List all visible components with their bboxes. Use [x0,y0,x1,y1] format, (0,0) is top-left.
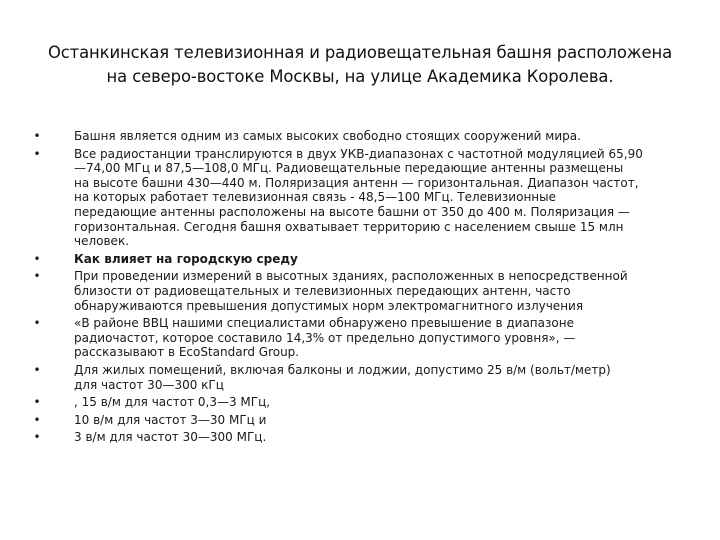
bullet-item-limit-0-3-mhz [33,395,696,410]
bullet-marker: • [33,269,41,284]
bullet-marker: • [33,430,41,445]
bullet-list [33,129,696,448]
bullet-text: Для жилых помещений, включая балконы и лоджии, допустимо 25 в/м (вольт/метр) для частот 30—300 кГц [74,362,611,392]
bullet-item-urban-impact-heading [33,251,696,267]
bullet-marker: • [33,395,41,410]
bullet-text: 3 в/м для частот 30—300 МГц. [74,430,267,445]
bullet-item-limit-3-30-mhz [33,412,696,428]
bullet-text: , 15 в/м для частот 0,3—3 МГц, [74,395,271,410]
bullet-marker: • [33,412,41,427]
bullet-text: 10 в/м для частот 3—30 МГц и [74,412,267,427]
bullet-item-limit-khz [33,362,696,392]
bullet-item-tower-height [33,129,696,144]
bullet-marker: • [33,362,41,377]
slide-title [30,41,690,89]
bullet-item-limit-30-300-mhz [33,430,696,445]
bullet-text: Башня является одним из самых высоких свободно стоящих сооружений мира. [74,129,581,143]
bullet-marker: • [33,316,41,331]
bullet-item-radio-stations [33,146,696,249]
bullet-text: Все радиостанции транслируются в двух УКВ-диапазонах с частотной модуляцией 65,90 —74,00 МГц и 87,5—108,0 МГц. Радиовещательные передающие антенны размещены на высоте башни 430—440 м. Поляризация антенн — горизонтальная. Диапазон частот, на которых работает телевизионная связь - 48,5—100 МГц. Телевизионные передающие антенны расположены на высоте башни от 350 до 400 м. Поляризация — горизонтальная. Сегодня башня охватывает территорию с населением свыше 15 млн человек. [74,146,643,249]
bullet-item-measurements [33,269,696,313]
bullet-marker: • [33,146,41,161]
bullet-item-quote [33,316,696,360]
bullet-text: «В районе ВВЦ нашими специалистами обнаружено превышение в диапазоне радиочастот, которое составило 14,3% от предельно допустимого уровня», — рассказывают в EcoStandard Group. [74,316,576,360]
slide-title-text: Останкинская телевизионная и радиовещательная башня расположена на северо-востоке Москвы, на улице Академика Королева. [47,43,673,86]
bullet-text: При проведении измерений в высотных зданиях, расположенных в непосредственной близости от радиовещательных и телевизионных передающих антенн, часто обнаруживаются превышения допустимых норм электромагнитного излучения [74,269,628,313]
bullet-marker: • [33,251,41,266]
bullet-text: Как влияет на городскую среду [74,251,298,266]
bullet-marker: • [33,129,41,143]
